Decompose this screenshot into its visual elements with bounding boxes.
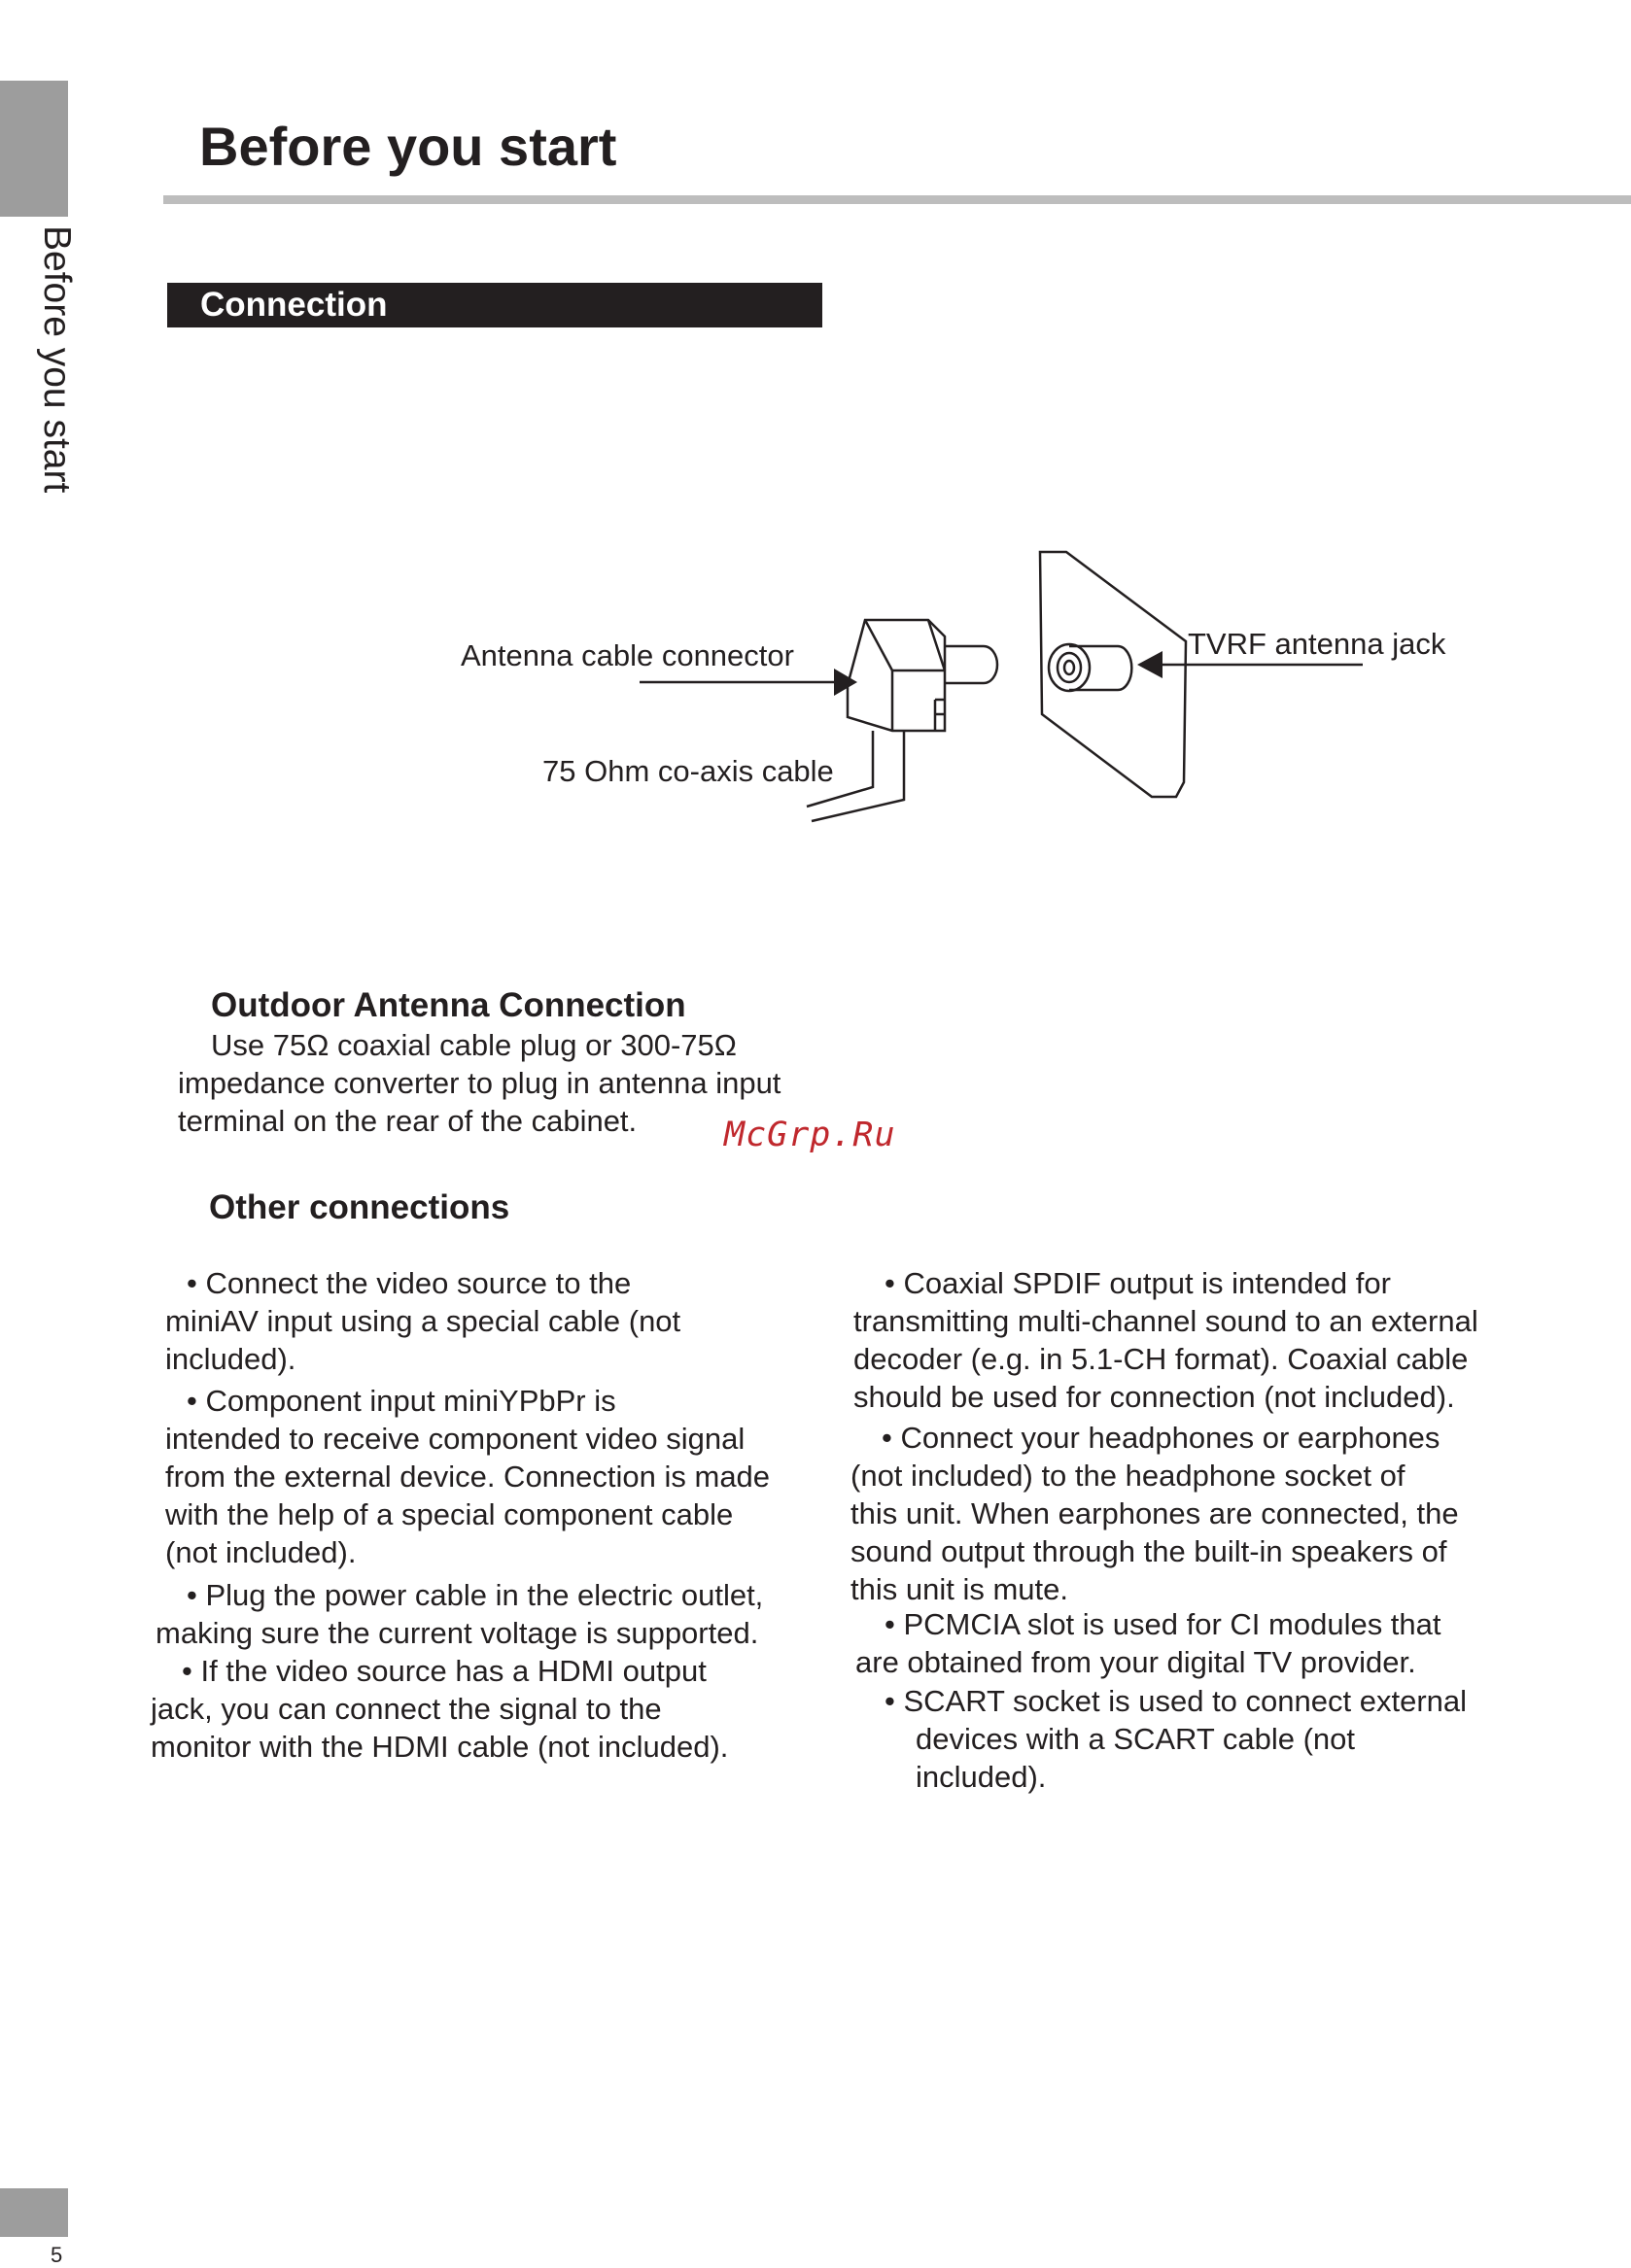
- antenna-connector-illustration: [807, 620, 997, 821]
- watermark: McGrp.Ru: [724, 1116, 896, 1154]
- outdoor-text-line: Use 75Ω coaxial cable plug or 300-75Ω: [211, 1028, 737, 1062]
- tv-rear-panel-illustration: [1040, 552, 1186, 797]
- label-coaxial-cable: 75 Ohm co-axis cable: [542, 754, 834, 788]
- text-line: miniAV input using a special cable (not: [165, 1304, 681, 1338]
- text-line: (not included).: [165, 1535, 357, 1569]
- page-number: 5: [51, 2243, 63, 2267]
- text-line: this unit is mute.: [850, 1572, 1068, 1606]
- other-connections-heading: Other connections: [209, 1188, 510, 1226]
- text-line: decoder (e.g. in 5.1-CH format). Coaxial cable: [853, 1342, 1469, 1376]
- text-line: • Coaxial SPDIF output is intended for: [885, 1266, 1391, 1300]
- bullet-power-cable: [156, 1576, 763, 1652]
- label-antenna-cable-connector: Antenna cable connector: [461, 638, 794, 672]
- page-title: Before you start: [199, 116, 617, 177]
- text-line: from the external device. Connection is made: [165, 1460, 771, 1494]
- text-line: • If the video source has a HDMI output: [182, 1654, 707, 1688]
- bullet-pcmcia: [855, 1605, 1441, 1681]
- outdoor-text-line: terminal on the rear of the cabinet.: [178, 1104, 638, 1138]
- bullet-coaxial-spdif: [853, 1264, 1478, 1416]
- side-tab-label: Before you start: [36, 225, 78, 494]
- text-line: sound output through the built-in speakers of: [850, 1534, 1447, 1568]
- bullet-miniav: [165, 1264, 680, 1378]
- text-line: monitor with the HDMI cable (not included).: [151, 1730, 729, 1764]
- text-line: making sure the current voltage is supported.: [156, 1616, 759, 1650]
- text-line: • Component input miniYPbPr is: [187, 1384, 616, 1418]
- text-line: • Connect the video source to the: [187, 1266, 632, 1300]
- text-line: • SCART socket is used to connect external: [885, 1684, 1468, 1718]
- text-line: jack, you can connect the signal to the: [151, 1692, 662, 1726]
- page-number-marker: [0, 2188, 68, 2237]
- bullet-hdmi: [151, 1652, 728, 1766]
- text-line: this unit. When earphones are connected, the: [850, 1496, 1459, 1530]
- text-line: • PCMCIA slot is used for CI modules that: [885, 1607, 1441, 1641]
- text-line: with the help of a special component cable: [165, 1497, 734, 1531]
- bullet-component-input: [165, 1382, 770, 1571]
- bullet-headphones: [850, 1419, 1459, 1608]
- text-line: intended to receive component video signal: [165, 1422, 746, 1456]
- text-line: • Connect your headphones or earphones: [882, 1421, 1440, 1455]
- text-line: should be used for connection (not included).: [853, 1380, 1455, 1414]
- outdoor-antenna-heading: Outdoor Antenna Connection: [211, 986, 686, 1024]
- text-line: are obtained from your digital TV provider.: [855, 1645, 1416, 1679]
- text-line: included).: [165, 1342, 296, 1376]
- section-heading-connection: Connection: [167, 283, 822, 327]
- text-line: included).: [916, 1760, 1047, 1794]
- outdoor-text-line: impedance converter to plug in antenna input: [178, 1066, 781, 1100]
- antenna-connection-diagram: [0, 0, 1631, 875]
- label-tvrf-antenna-jack: TVRF antenna jack: [1188, 627, 1446, 661]
- text-line: (not included) to the headphone socket of: [850, 1459, 1405, 1493]
- text-line: transmitting multi-channel sound to an external: [853, 1304, 1478, 1338]
- text-line: • Plug the power cable in the electric outlet,: [187, 1578, 764, 1612]
- bullet-scart: [885, 1682, 1467, 1796]
- text-line: devices with a SCART cable (not: [916, 1722, 1356, 1756]
